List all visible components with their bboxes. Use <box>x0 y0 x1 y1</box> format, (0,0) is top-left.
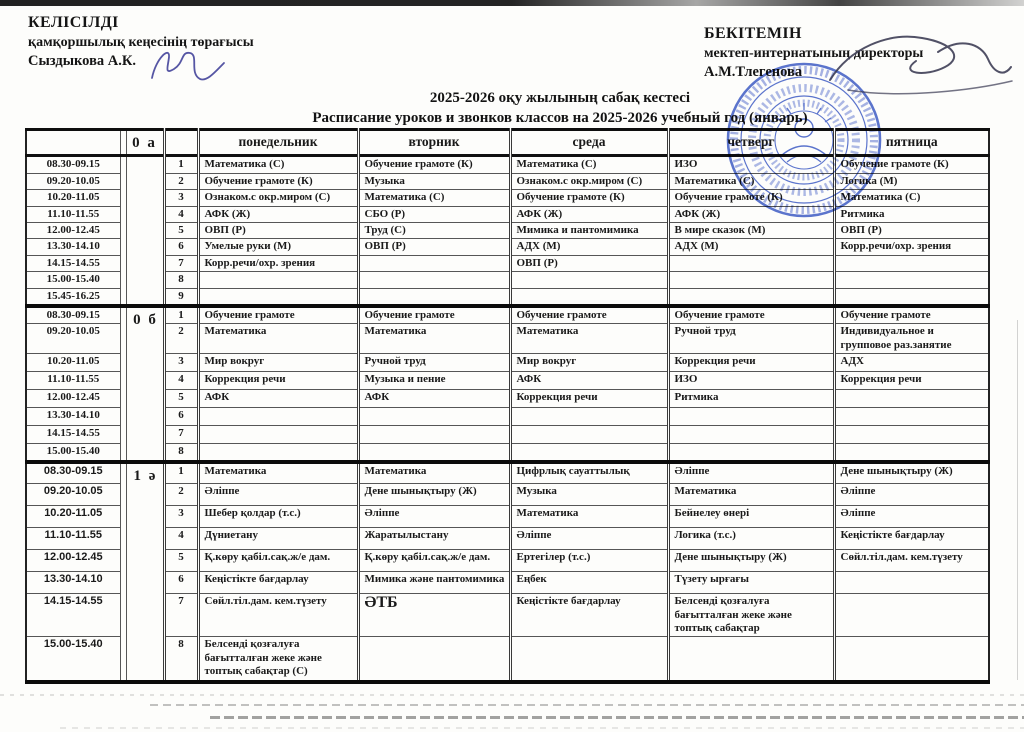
subject-cell <box>358 637 510 682</box>
subject-cell: Ертегілер (т.с.) <box>510 550 668 572</box>
subject-cell: Математика <box>668 484 834 506</box>
schedule-row <box>26 206 989 222</box>
subject-cell <box>358 426 510 444</box>
schedule-row <box>26 324 989 354</box>
time-cell: 14.15-14.55 <box>26 594 120 637</box>
time-cell: 08.30-09.15 <box>26 462 120 484</box>
time-cell: 09.20-10.05 <box>26 484 120 506</box>
subject-cell: ИЗО <box>668 156 834 173</box>
subject-cell: Әліппе <box>358 506 510 528</box>
time-cell: 13.30-14.10 <box>26 572 120 594</box>
subject-cell <box>510 426 668 444</box>
class-section-2 <box>26 306 989 462</box>
subject-cell: Обучение грамоте <box>668 306 834 324</box>
approval-block-right <box>704 24 923 82</box>
subject-cell <box>358 288 510 306</box>
schedule-row <box>26 550 989 572</box>
subject-cell <box>668 288 834 306</box>
subject-cell: Обучение грамоте (К) <box>358 156 510 173</box>
schedule-row <box>26 390 989 408</box>
subject-cell <box>358 444 510 462</box>
subject-cell: АФК <box>198 390 358 408</box>
schedule-table <box>25 128 990 684</box>
subject-cell: Математика <box>198 324 358 354</box>
subject-cell: ӘТБ <box>358 594 510 637</box>
subject-cell <box>834 408 989 426</box>
approval-right-role: мектеп-интернатының директоры <box>704 45 924 61</box>
schedule-row <box>26 572 989 594</box>
subject-cell: ОВП (Р) <box>358 239 510 255</box>
time-cell: 15.00-15.40 <box>26 444 120 462</box>
subject-cell: Қ.көру қабіл.сақ.ж/е дам. <box>198 550 358 572</box>
class-label: 1 ә <box>126 462 164 682</box>
subject-cell: Математика (С) <box>668 173 834 189</box>
lesson-number-cell: 5 <box>164 222 198 238</box>
subject-cell <box>510 288 668 306</box>
schedule-row <box>26 426 989 444</box>
time-cell: 08.30-09.15 <box>26 156 120 173</box>
subject-cell: Сөйл.тіл.дам. кем.түзету <box>198 594 358 637</box>
subject-cell: Математика <box>198 462 358 484</box>
subject-cell: Коррекция речи <box>510 390 668 408</box>
time-cell: 11.10-11.55 <box>26 528 120 550</box>
subject-cell: Жаратылыстану <box>358 528 510 550</box>
time-cell: 15.45-16.25 <box>26 288 120 306</box>
lesson-number-cell: 5 <box>164 550 198 572</box>
subject-cell <box>668 255 834 271</box>
schedule-row <box>26 354 989 372</box>
subject-cell <box>510 444 668 462</box>
lesson-number-cell: 2 <box>164 173 198 189</box>
schedule-row <box>26 594 989 637</box>
time-cell: 14.15-14.55 <box>26 255 120 271</box>
subject-cell <box>834 272 989 288</box>
subject-cell: Қ.көру қабіл.сақ.ж/е дам. <box>358 550 510 572</box>
schedule-row <box>26 408 989 426</box>
class-section-1 <box>26 156 989 306</box>
subject-cell <box>510 408 668 426</box>
subject-cell: Математика <box>510 506 668 528</box>
lesson-number-cell: 3 <box>164 190 198 206</box>
scan-artifact-top-edge <box>0 0 1024 6</box>
subject-cell: Музыка <box>358 173 510 189</box>
subject-cell <box>198 272 358 288</box>
subject-cell: Мимика және пантомимика <box>358 572 510 594</box>
subject-cell <box>834 288 989 306</box>
time-cell: 12.00-12.45 <box>26 390 120 408</box>
day-header: среда <box>510 130 668 156</box>
scan-artifact-noise-line <box>0 694 1024 696</box>
subject-cell: Әліппе <box>834 484 989 506</box>
lesson-number-cell: 2 <box>164 324 198 354</box>
subject-cell: Мир вокруг <box>198 354 358 372</box>
subject-cell <box>834 572 989 594</box>
scan-artifact-noise-line <box>210 716 1024 719</box>
subject-cell <box>834 444 989 462</box>
document-title-line2: Расписание уроков и звонков классов на 2025-2026 учебный год (январь) <box>312 109 808 126</box>
scan-artifact-noise-line <box>60 727 1024 729</box>
time-cell: 09.20-10.05 <box>26 324 120 354</box>
subject-cell: Логика (М) <box>834 173 989 189</box>
subject-cell: Математика (С) <box>358 190 510 206</box>
subject-cell: Ритмика <box>668 390 834 408</box>
approval-right-name: А.М.Тлегенова <box>704 63 803 80</box>
time-cell: 10.20-11.05 <box>26 190 120 206</box>
subject-cell <box>668 272 834 288</box>
subject-cell: Түзету ырғағы <box>668 572 834 594</box>
day-header: понедельник <box>198 130 358 156</box>
scan-artifact-noise-line <box>150 704 1024 706</box>
time-cell: 10.20-11.05 <box>26 506 120 528</box>
subject-cell: Дүниетану <box>198 528 358 550</box>
header-row <box>26 130 989 156</box>
subject-cell: Мимика и пантомимика <box>510 222 668 238</box>
subject-cell: АФК <box>510 372 668 390</box>
subject-cell: Дене шынықтыру (Ж) <box>358 484 510 506</box>
schedule-row <box>26 288 989 306</box>
schedule-row <box>26 239 989 255</box>
lesson-number-cell: 4 <box>164 372 198 390</box>
subject-cell: Ознаком.с окр.миром (С) <box>198 190 358 206</box>
subject-cell <box>510 637 668 682</box>
class-label: 0 б <box>126 306 164 462</box>
subject-cell: Обучение грамоте (К) <box>834 156 989 173</box>
subject-cell: Индивидуальное и групповое раз.занятие <box>834 324 989 354</box>
lesson-number-cell: 4 <box>164 206 198 222</box>
lesson-number-cell: 5 <box>164 390 198 408</box>
subject-cell: Кеңістікте бағдарлау <box>198 572 358 594</box>
time-cell: 11.10-11.55 <box>26 206 120 222</box>
schedule-row <box>26 484 989 506</box>
subject-cell: АДХ <box>834 354 989 372</box>
subject-cell <box>668 426 834 444</box>
lesson-number-cell: 4 <box>164 528 198 550</box>
subject-cell <box>834 637 989 682</box>
time-column-header <box>26 130 120 156</box>
subject-cell <box>834 255 989 271</box>
subject-cell <box>668 408 834 426</box>
lesson-number-cell: 2 <box>164 484 198 506</box>
subject-cell: Әліппе <box>668 462 834 484</box>
subject-cell: Ритмика <box>834 206 989 222</box>
time-cell: 08.30-09.15 <box>26 306 120 324</box>
subject-cell: Коррекция речи <box>834 372 989 390</box>
subject-cell: Кеңістікте бағдарлау <box>834 528 989 550</box>
subject-cell: АФК <box>358 390 510 408</box>
subject-cell: Корр.речи/охр. зрения <box>834 239 989 255</box>
subject-cell <box>834 426 989 444</box>
lesson-number-cell: 8 <box>164 637 198 682</box>
subject-cell: Умелые руки (М) <box>198 239 358 255</box>
lesson-number-cell: 7 <box>164 426 198 444</box>
schedule-row <box>26 637 989 682</box>
approval-left-role: қамқоршылық кеңесінің төрағысы <box>28 34 254 50</box>
subject-cell: АФК (Ж) <box>510 206 668 222</box>
schedule-row <box>26 372 989 390</box>
subject-cell <box>668 444 834 462</box>
subject-cell: Математика (С) <box>510 156 668 173</box>
lesson-number-cell: 6 <box>164 408 198 426</box>
subject-cell <box>198 426 358 444</box>
lesson-number-cell: 1 <box>164 462 198 484</box>
subject-cell: Әліппе <box>510 528 668 550</box>
subject-cell: Обучение грамоте (К) <box>668 190 834 206</box>
lesson-number-cell: 6 <box>164 572 198 594</box>
time-cell: 15.00-15.40 <box>26 637 120 682</box>
subject-cell <box>198 408 358 426</box>
subject-cell: Обучение грамоте <box>358 306 510 324</box>
subject-cell <box>358 255 510 271</box>
time-cell: 15.00-15.40 <box>26 272 120 288</box>
class-label: 0 а <box>126 130 164 156</box>
table-header <box>26 130 989 156</box>
subject-cell: ОВП (Р) <box>834 222 989 238</box>
subject-cell: ИЗО <box>668 372 834 390</box>
subject-cell: АДХ (М) <box>510 239 668 255</box>
subject-cell: Математика (С) <box>198 156 358 173</box>
subject-cell: Музыка <box>510 484 668 506</box>
subject-cell: АФК (Ж) <box>668 206 834 222</box>
scan-artifact-right-edge <box>1017 320 1018 680</box>
approval-block-left <box>28 13 254 71</box>
lesson-number-cell: 7 <box>164 594 198 637</box>
subject-cell: Кеңістікте бағдарлау <box>510 594 668 637</box>
subject-cell: Математика <box>358 462 510 484</box>
schedule-row <box>26 528 989 550</box>
time-cell: 13.30-14.10 <box>26 239 120 255</box>
subject-cell: Коррекция речи <box>668 354 834 372</box>
subject-cell: Логика (т.с.) <box>668 528 834 550</box>
subject-cell: Музыка и пение <box>358 372 510 390</box>
lesson-number-cell: 7 <box>164 255 198 271</box>
class-label <box>126 156 164 306</box>
subject-cell: Математика <box>510 324 668 354</box>
lesson-number-cell: 9 <box>164 288 198 306</box>
schedule-row <box>26 173 989 189</box>
subject-cell: ОВП (Р) <box>198 222 358 238</box>
lesson-number-cell: 3 <box>164 354 198 372</box>
lesson-number-cell: 8 <box>164 272 198 288</box>
class-section-3 <box>26 462 989 682</box>
time-cell: 10.20-11.05 <box>26 354 120 372</box>
subject-cell: СБО (Р) <box>358 206 510 222</box>
subject-cell: Математика <box>358 324 510 354</box>
subject-cell <box>198 288 358 306</box>
subject-cell: Обучение грамоте (К) <box>510 190 668 206</box>
approval-left-title: КЕЛІСІЛДІ <box>28 14 119 31</box>
subject-cell <box>198 444 358 462</box>
document-title <box>96 89 1024 129</box>
time-cell: 13.30-14.10 <box>26 408 120 426</box>
subject-cell: Белсенді қозғалуға бағытталған жеке және топтық сабақтар <box>668 594 834 637</box>
schedule-row <box>26 190 989 206</box>
time-cell: 12.00-12.45 <box>26 550 120 572</box>
subject-cell: Обучение грамоте (К) <box>198 173 358 189</box>
schedule-row <box>26 156 989 173</box>
subject-cell: Дене шынықтыру (Ж) <box>834 462 989 484</box>
subject-cell: Әліппе <box>198 484 358 506</box>
approval-right-title: БЕКІТЕМІН <box>704 25 802 42</box>
lesson-number-cell: 1 <box>164 156 198 173</box>
subject-cell: Обучение грамоте <box>834 306 989 324</box>
time-cell: 12.00-12.45 <box>26 222 120 238</box>
subject-cell <box>834 390 989 408</box>
schedule-row <box>26 462 989 484</box>
subject-cell: Корр.речи/охр. зрения <box>198 255 358 271</box>
subject-cell: Труд (С) <box>358 222 510 238</box>
subject-cell: Дене шынықтыру (Ж) <box>668 550 834 572</box>
subject-cell: АФК (Ж) <box>198 206 358 222</box>
lesson-number-cell: 8 <box>164 444 198 462</box>
approval-left-name: Сыздыкова А.К. <box>28 52 137 69</box>
subject-cell <box>358 408 510 426</box>
subject-cell: В мире сказок (М) <box>668 222 834 238</box>
schedule-row <box>26 506 989 528</box>
subject-cell: Ручной труд <box>358 354 510 372</box>
lesson-number-cell: 3 <box>164 506 198 528</box>
time-cell: 11.10-11.55 <box>26 372 120 390</box>
subject-cell <box>358 272 510 288</box>
subject-cell: Шебер қолдар (т.с.) <box>198 506 358 528</box>
subject-cell: Белсенді қозғалуға бағытталған жеке және топтық сабақтар (С) <box>198 637 358 682</box>
subject-cell: Ручной труд <box>668 324 834 354</box>
subject-cell: Ознаком.с окр.миром (С) <box>510 173 668 189</box>
subject-cell: ОВП (Р) <box>510 255 668 271</box>
subject-cell: Әліппе <box>834 506 989 528</box>
schedule-row <box>26 222 989 238</box>
subject-cell: Обучение грамоте <box>510 306 668 324</box>
subject-cell <box>834 594 989 637</box>
subject-cell: АДХ (М) <box>668 239 834 255</box>
document-title-line1: 2025-2026 оқу жылының сабақ кестесі <box>429 90 691 106</box>
schedule-row <box>26 255 989 271</box>
day-header: вторник <box>358 130 510 156</box>
subject-cell: Цифрлық сауаттылық <box>510 462 668 484</box>
subject-cell: Математика (С) <box>834 190 989 206</box>
time-cell: 09.20-10.05 <box>26 173 120 189</box>
subject-cell: Еңбек <box>510 572 668 594</box>
subject-cell <box>668 637 834 682</box>
schedule-row <box>26 306 989 324</box>
lesson-number-cell: 6 <box>164 239 198 255</box>
subject-cell: Бейнелеу өнері <box>668 506 834 528</box>
day-header: четверг <box>668 130 834 156</box>
subject-cell: Коррекция речи <box>198 372 358 390</box>
subject-cell: Обучение грамоте <box>198 306 358 324</box>
lesson-number-cell: 1 <box>164 306 198 324</box>
schedule-row <box>26 272 989 288</box>
subject-cell: Сөйл.тіл.дам. кем.түзету <box>834 550 989 572</box>
schedule-row <box>26 444 989 462</box>
time-cell: 14.15-14.55 <box>26 426 120 444</box>
day-header: пятница <box>834 130 989 156</box>
subject-cell: Мир вокруг <box>510 354 668 372</box>
lesson-number-header <box>164 130 198 156</box>
subject-cell <box>510 272 668 288</box>
